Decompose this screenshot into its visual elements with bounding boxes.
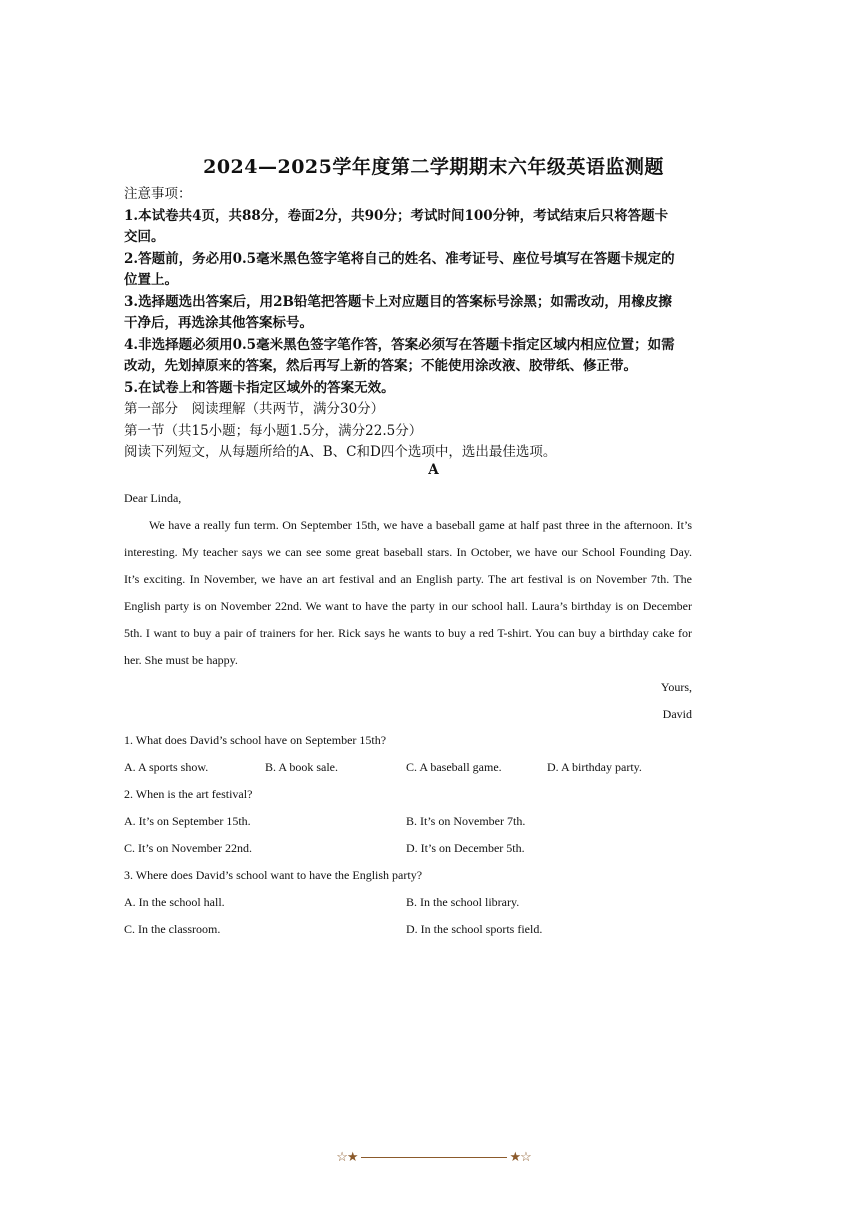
question-options bbox=[124, 808, 694, 835]
question-options bbox=[124, 835, 694, 862]
notice-line: 1.本试卷共4页，共88分，卷面2分，共90分；考试时间100分钟，考试结束后只将答题卡 bbox=[124, 207, 669, 224]
star-icon: ☆★ bbox=[336, 1150, 358, 1165]
question-stem: 2. When is the art festival? bbox=[124, 787, 253, 801]
page-footer-ornament bbox=[0, 1150, 867, 1165]
notice-heading: 注意事项： bbox=[124, 186, 192, 202]
option: D. A birthday party. bbox=[547, 760, 642, 774]
salutation: Dear Linda, bbox=[124, 491, 182, 505]
notice-line: 4.非选择题必须用0.5毫米黑色签字笔作答，答案必须写在答题卡指定区域内相应位置；如需 bbox=[124, 336, 675, 353]
option: C. A baseball game. bbox=[406, 760, 502, 774]
question-options bbox=[124, 889, 694, 916]
passage-line: 5th. I want to buy a pair of trainers for her. Rick says he wants to buy a red T-shirt. You can buy a birthday cake for bbox=[124, 626, 692, 640]
option: A. In the school hall. bbox=[124, 895, 225, 909]
section-instruction: 阅读下列短文，从每题所给的A、B、C和D四个选项中，选出最佳选项。 bbox=[124, 444, 557, 460]
option: C. In the classroom. bbox=[124, 922, 221, 936]
letter-signature: David bbox=[662, 707, 692, 721]
option: B. It’s on November 7th. bbox=[406, 814, 526, 828]
option: B. In the school library. bbox=[406, 895, 520, 909]
passage-letter bbox=[124, 485, 692, 728]
part-heading: 第一部分 阅读理解（共两节，满分30分） bbox=[124, 401, 385, 417]
notice-line: 5.在试卷上和答题卡指定区域外的答案无效。 bbox=[124, 379, 395, 396]
passage-line: her. She must be happy. bbox=[124, 653, 238, 667]
passage-line: interesting. My teacher says we can see some great baseball stars. In October, we have our School Founding Day. bbox=[124, 545, 692, 559]
question-stem: 1. What does David’s school have on September 15th? bbox=[124, 733, 387, 747]
notice-line: 位置上。 bbox=[124, 272, 178, 288]
option: C. It’s on November 22nd. bbox=[124, 841, 252, 855]
notice-section bbox=[124, 184, 694, 464]
question-stem: 3. Where does David’s school want to have the English party? bbox=[124, 868, 423, 882]
notice-line: 改动，先划掉原来的答案，然后再写上新的答案；不能使用涂改液、胶带纸、修正带。 bbox=[124, 358, 637, 374]
option: D. In the school sports field. bbox=[406, 922, 543, 936]
notice-line: 交回。 bbox=[124, 229, 165, 245]
question-options bbox=[124, 916, 694, 943]
footer-divider bbox=[361, 1157, 507, 1159]
section-heading: 第一节（共15小题；每小题1.5分，满分22.5分） bbox=[124, 422, 423, 439]
option: A. It’s on September 15th. bbox=[124, 814, 251, 828]
question-options bbox=[124, 754, 694, 781]
option: A. A sports show. bbox=[124, 760, 209, 774]
notice-line: 3.选择题选出答案后，用2B铅笔把答题卡上对应题目的答案标号涂黑；如需改动，用橡皮擦 bbox=[124, 293, 672, 310]
option: D. It’s on December 5th. bbox=[406, 841, 525, 855]
option: B. A book sale. bbox=[265, 760, 339, 774]
question-list bbox=[124, 727, 694, 943]
passage-line: It’s exciting. In November, we have an art festival and an English party. The art festival is on November 7th. The bbox=[124, 572, 692, 586]
passage-line: We have a really fun term. On September 15th, we have a baseball game at half past three in the afternoon. It’s bbox=[149, 518, 692, 532]
passage-label: A bbox=[428, 462, 439, 478]
exam-title: 2024—2025学年度第二学期期末六年级英语监测题 bbox=[203, 156, 664, 178]
letter-closing: Yours, bbox=[660, 680, 692, 694]
notice-line: 干净后，再选涂其他答案标号。 bbox=[124, 315, 313, 331]
passage-line: English party is on November 22nd. We want to have the party in our school hall. Laura’s birthday is on December bbox=[124, 599, 692, 613]
notice-line: 2.答题前，务必用0.5毫米黑色签字笔将自己的姓名、准考证号、座位号填写在答题卡规定的 bbox=[124, 250, 675, 267]
star-icon: ★☆ bbox=[509, 1150, 531, 1165]
